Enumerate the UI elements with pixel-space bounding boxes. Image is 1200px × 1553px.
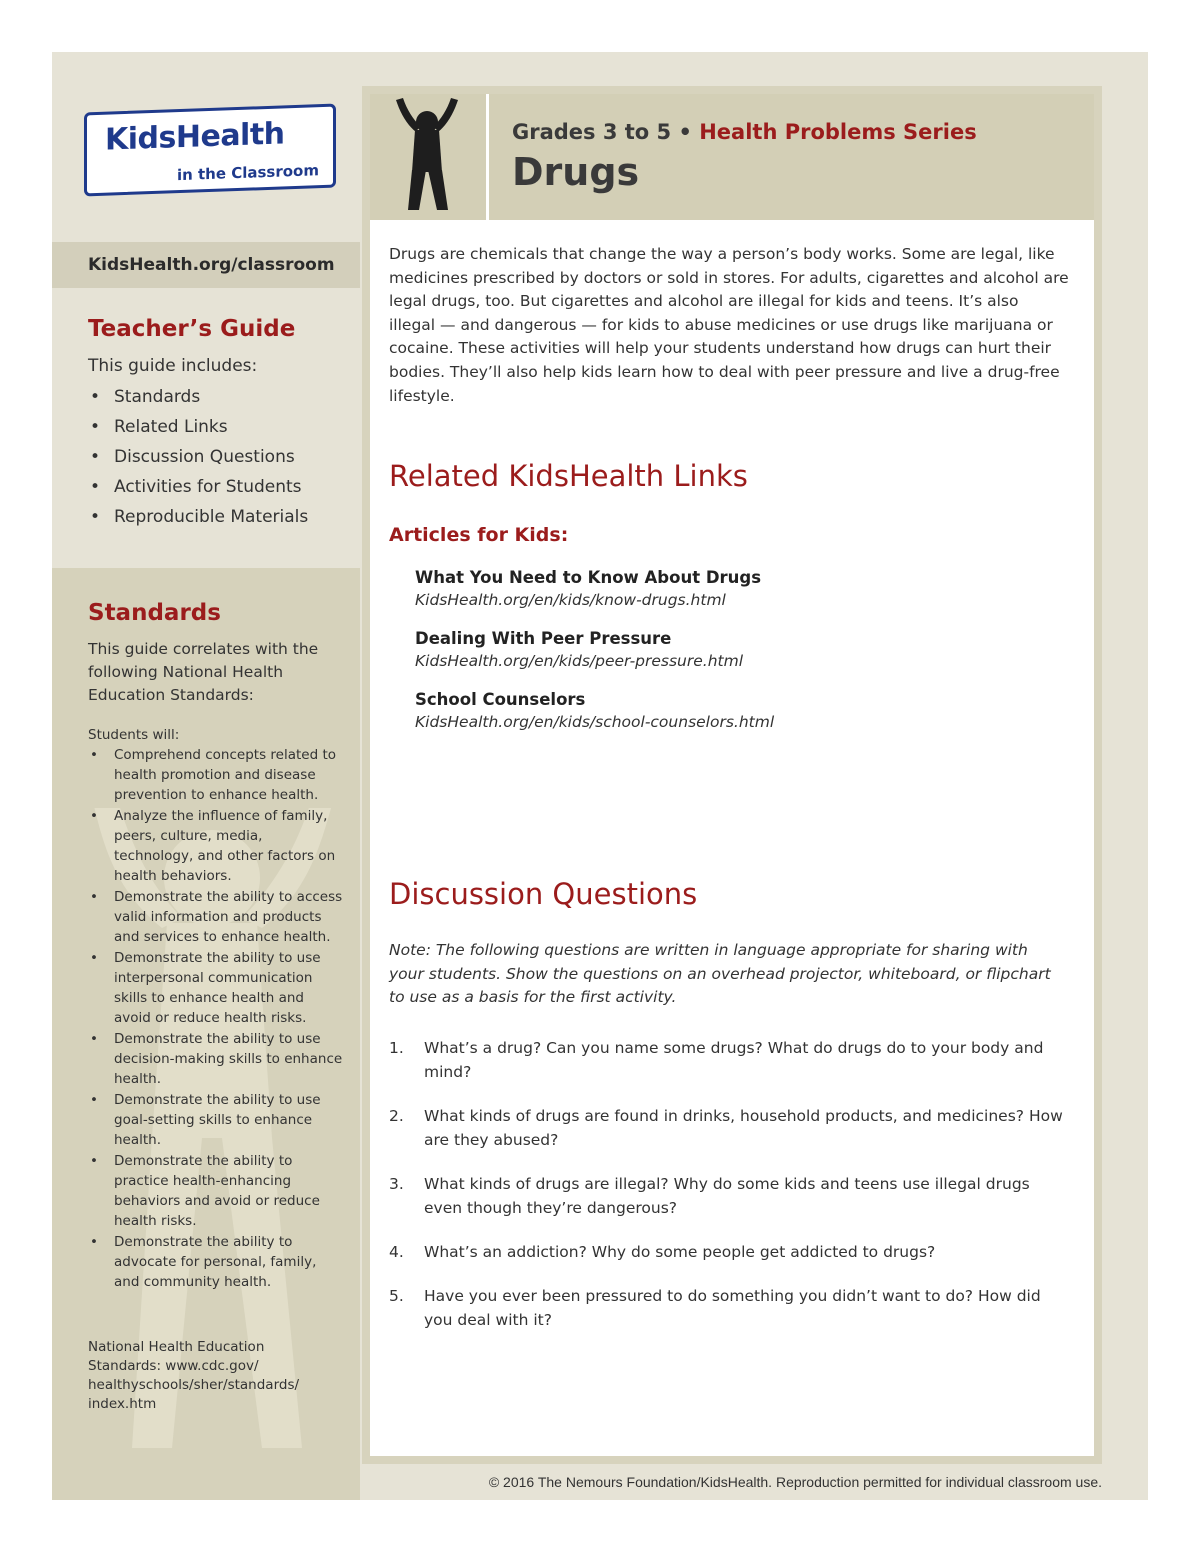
standards-lead: Students will: (88, 727, 180, 743)
list-item: • Reproducible Materials (88, 502, 348, 532)
grade-level: Grades 3 to 5 (512, 120, 672, 144)
link-title[interactable]: What You Need to Know About Drugs (415, 568, 762, 587)
guide-intro: This guide includes: (88, 356, 258, 376)
related-link[interactable] (415, 629, 743, 670)
list-item: • Analyze the influence of family, peers, culture, media, technology, and other factors on health behaviors. (88, 806, 344, 886)
list-item: • Discussion Questions (88, 442, 348, 472)
header-text (512, 120, 977, 194)
list-item: • Demonstrate the ability to access valid information and products and services to enhance health. (88, 887, 344, 947)
question-number: 2. (389, 1107, 404, 1125)
guide-contents-list (88, 382, 348, 532)
link-title[interactable]: School Counselors (415, 690, 586, 709)
link-title[interactable]: Dealing With Peer Pressure (415, 629, 672, 648)
list-item: • Demonstrate the ability to advocate for personal, family, and community health. (88, 1232, 344, 1292)
question-text: What’s an addiction? Why do some people get addicted to drugs? (424, 1243, 936, 1261)
page-title: Drugs (512, 150, 640, 194)
header-divider (486, 94, 489, 220)
site-url: KidsHealth.org/classroom (88, 255, 335, 275)
question-text: What’s a drug? Can you name some drugs? What do drugs do to your body and mind? (424, 1039, 1044, 1081)
teachers-guide-section (52, 288, 360, 568)
list-item: • Related Links (88, 412, 348, 442)
question-text: Have you ever been pressured to do something you didn’t want to do? How did you deal with it? (424, 1287, 1041, 1329)
standards-list (88, 745, 344, 1292)
list-item: • Demonstrate the ability to use goal-setting skills to enhance health. (88, 1090, 344, 1150)
logo-area (52, 52, 360, 242)
question-number: 4. (389, 1243, 404, 1261)
kidshealth-logo (84, 104, 336, 197)
articles-for-kids-label: Articles for Kids: (389, 524, 569, 546)
question-number: 1. (389, 1039, 404, 1057)
child-silhouette-icon (370, 94, 484, 220)
list-item: • Standards (88, 382, 348, 412)
list-item: • Activities for Students (88, 472, 348, 502)
series-line (512, 120, 977, 144)
related-link[interactable] (415, 690, 774, 731)
link-url[interactable]: KidsHealth.org/en/kids/peer-pressure.html (415, 652, 744, 670)
logo-sub-text: in the Classroom (176, 161, 319, 185)
header-figure-cell (370, 94, 484, 220)
copyright-notice: © 2016 The Nemours Foundation/KidsHealth. Reproduction permitted for individual classroom use. (488, 1474, 1102, 1490)
discussion-questions-title: Discussion Questions (389, 877, 698, 911)
question-number: 3. (389, 1175, 404, 1193)
intro-paragraph: Drugs are chemicals that change the way a person’s body works. Some are legal, like medicines prescribed by doctors or sold in stores. For adults, cigarettes and alcohol are legal drugs, too. But cigarettes and alcohol are illegal for kids and teens. It’s also illegal — and dangerous — for kids to abuse medicines or use drugs like marijuana or cocaine. These activities will help your students understand how drugs can hurt their bodies. They’ll also help kids learn how to deal with peer pressure and live a drug-free lifestyle. (389, 245, 1069, 405)
list-item: • Demonstrate the ability to practice health-enhancing behaviors and avoid or reduce health risks. (88, 1151, 344, 1231)
link-url[interactable]: KidsHealth.org/en/kids/know-drugs.html (415, 591, 726, 609)
standards-title: Standards (88, 600, 221, 626)
link-url[interactable]: KidsHealth.org/en/kids/school-counselors.html (415, 713, 775, 731)
list-item: • Comprehend concepts related to health promotion and disease prevention to enhance health. (88, 745, 344, 805)
teachers-guide-title: Teacher’s Guide (88, 316, 296, 342)
related-links-title: Related KidsHealth Links (389, 459, 748, 493)
question-text: What kinds of drugs are found in drinks, household products, and medicines? How are they abused? (424, 1107, 1063, 1149)
logo-main-text: KidsHealth (105, 116, 285, 158)
standards-section (52, 568, 360, 1500)
series-separator: • (671, 120, 700, 144)
question-number: 5. (389, 1287, 404, 1305)
list-item: • Demonstrate the ability to use decision-making skills to enhance health. (88, 1029, 344, 1089)
standards-source-note: National Health Education Standards: www.cdc.gov/ healthyschools/sher/standards/ index.htm (88, 1339, 300, 1412)
discussion-note: Note: The following questions are written in language appropriate for sharing with your students. Show the questions on an overhead projector, whiteboard, or flipchart to use as a basis for the first activity. (389, 941, 1051, 1007)
question-text: What kinds of drugs are illegal? Why do some kids and teens use illegal drugs even though they’re dangerous? (424, 1175, 1030, 1217)
discussion-question (389, 1241, 1069, 1265)
related-link[interactable] (415, 568, 761, 609)
discussion-question (389, 1105, 1069, 1152)
discussion-question (389, 1285, 1069, 1332)
discussion-question (389, 1173, 1069, 1220)
main-content (389, 243, 1069, 1329)
discussion-question (389, 1037, 1069, 1084)
list-item: • Demonstrate the ability to use interpersonal communication skills to enhance health and avoid or reduce health risks. (88, 948, 344, 1028)
site-url-bar (52, 242, 360, 288)
standards-intro: This guide correlates with the following National Health Education Standards: (88, 640, 319, 704)
series-name: Health Problems Series (699, 120, 977, 144)
